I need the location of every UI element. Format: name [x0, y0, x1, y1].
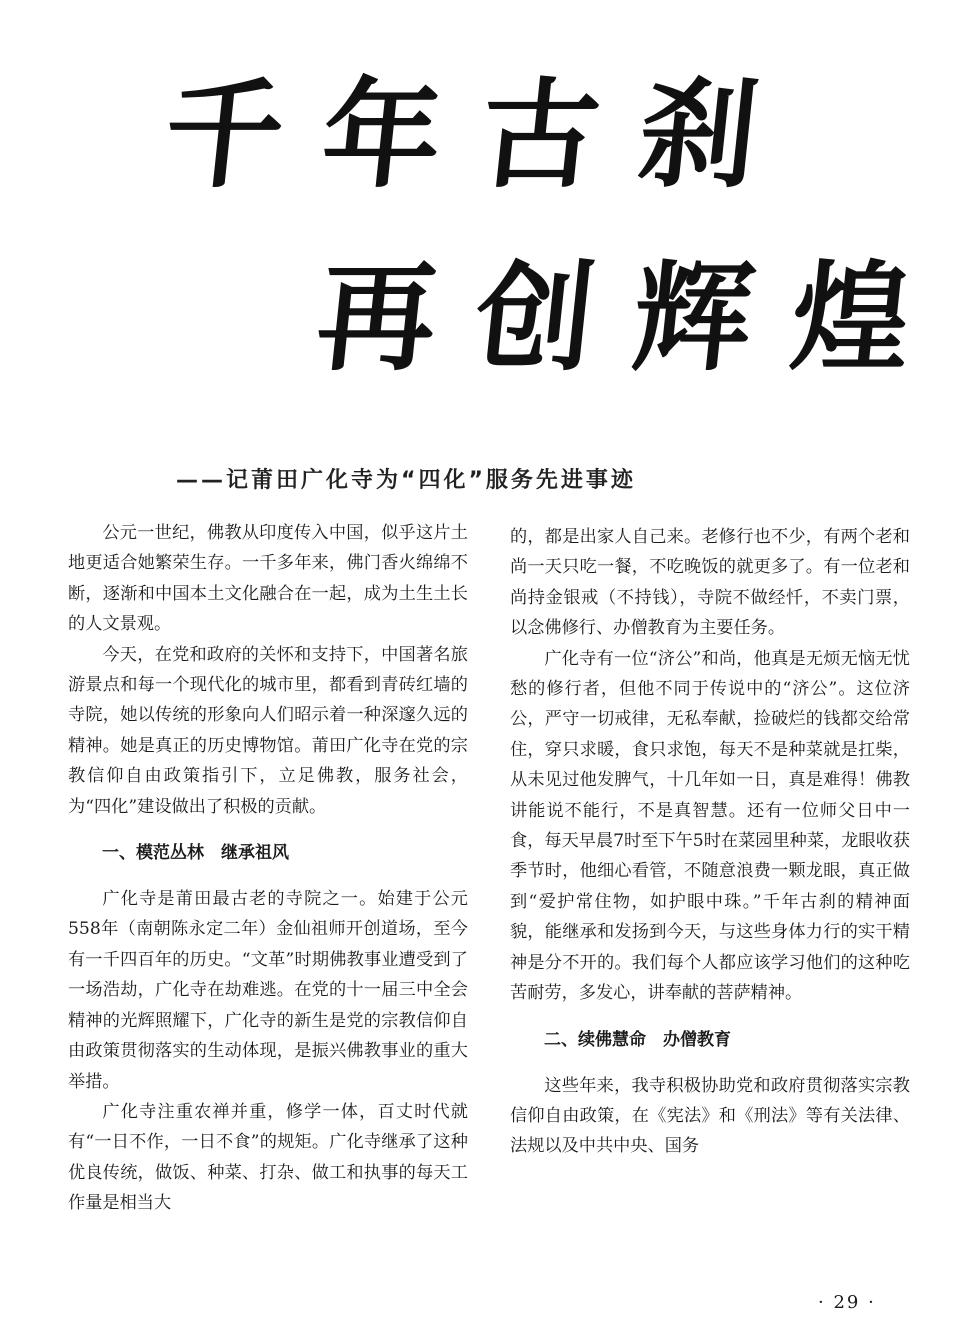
section-heading-2: 二、续佛慧命 办僧教育 — [544, 1029, 731, 1050]
title-line-1: 千年古刹 — [157, 65, 805, 204]
paragraph: 的，都是出家人自己来。老修行也不少，有两个老和尚一天只吃一餐，不吃晚饭的就更多了。有一位老和尚持金银戒（不持钱），寺院不做经忏，不卖门票，以念佛修行、办僧教育为主要任务。 — [510, 527, 910, 639]
right-column — [510, 522, 910, 1162]
left-column — [68, 518, 468, 1219]
section-heading-1: 一、模范丛林 继承祖风 — [102, 843, 289, 864]
paragraph: 今天，在党和政府的关怀和支持下，中国著名旅游景点和每一个现代化的城市里，都看到青砖红墙的寺院，她以传统的形象向人们昭示着一种深邃久远的精神。她是真正的历史博物馆。莆田广化寺在党的宗教信仰自由政策指引下，立足佛教，服务社会，为“四化”建设做出了积极的贡献。 — [68, 644, 468, 817]
page-number: · 29 · — [818, 1292, 876, 1313]
subtitle: ——记莆田广化寺为“四化”服务先进事迹 — [176, 468, 636, 493]
title-line-2: 再创辉煌 — [310, 248, 958, 387]
paragraph: 公元一世纪，佛教从印度传入中国，似乎这片土地更适合她繁荣生存。一千多年来，佛门香火绵绵不断，逐渐和中国本土文化融合在一起，成为土生土长的人文景观。 — [68, 523, 468, 635]
paragraph: 广化寺有一位“济公”和尚，他真是无烦无恼无忧愁的修行者，但他不同于传说中的“济公”。这位济公，严守一切戒律，无私奉献，捡破烂的钱都交给常住，穿只求暖，食只求饱，每天不是种菜就是扛柴，从未见过他发脾气，十几年如一日，真是难得！佛教讲能说不能行，不是真智慧。还有一位师父日中一食，每天早晨7时至下午5时在菜园里种菜，龙眼收获季节时，他细心看管，不随意浪费一颗龙眼，真正做到“爱护常住物，如护眼中珠。”千年古刹的精神面貌，能继承和发扬到今天，与这些身体力行的实干精神是分不开的。我们每个人都应该学习他们的这种吃苦耐劳，多发心，讲奉献的菩萨精神。 — [510, 648, 910, 1004]
paragraph: 广化寺是莆田最古老的寺院之一。始建于公元558年（南朝陈永定二年）金仙祖师开创道场，至今有一千四百年的历史。“文革”时期佛教事业遭受到了一场浩劫，广化寺在劫难逃。在党的十一届三中全会精神的光辉照耀下，广化寺的新生是党的宗教信仰自由政策贯彻落实的生动体现，是振兴佛教事业的重大举措。 — [68, 889, 468, 1092]
paragraph: 这些年来，我寺积极协助党和政府贯彻落实宗教信仰自由政策，在《宪法》和《刑法》等有关法律、法规以及中共中央、国务 — [510, 1075, 910, 1157]
paragraph: 广化寺注重农禅并重，修学一体，百丈时代就有“一日不作，一日不食”的规矩。广化寺继承了这种优良传统，做饭、种菜、打杂、做工和执事的每天工作量是相当大 — [68, 1101, 468, 1214]
